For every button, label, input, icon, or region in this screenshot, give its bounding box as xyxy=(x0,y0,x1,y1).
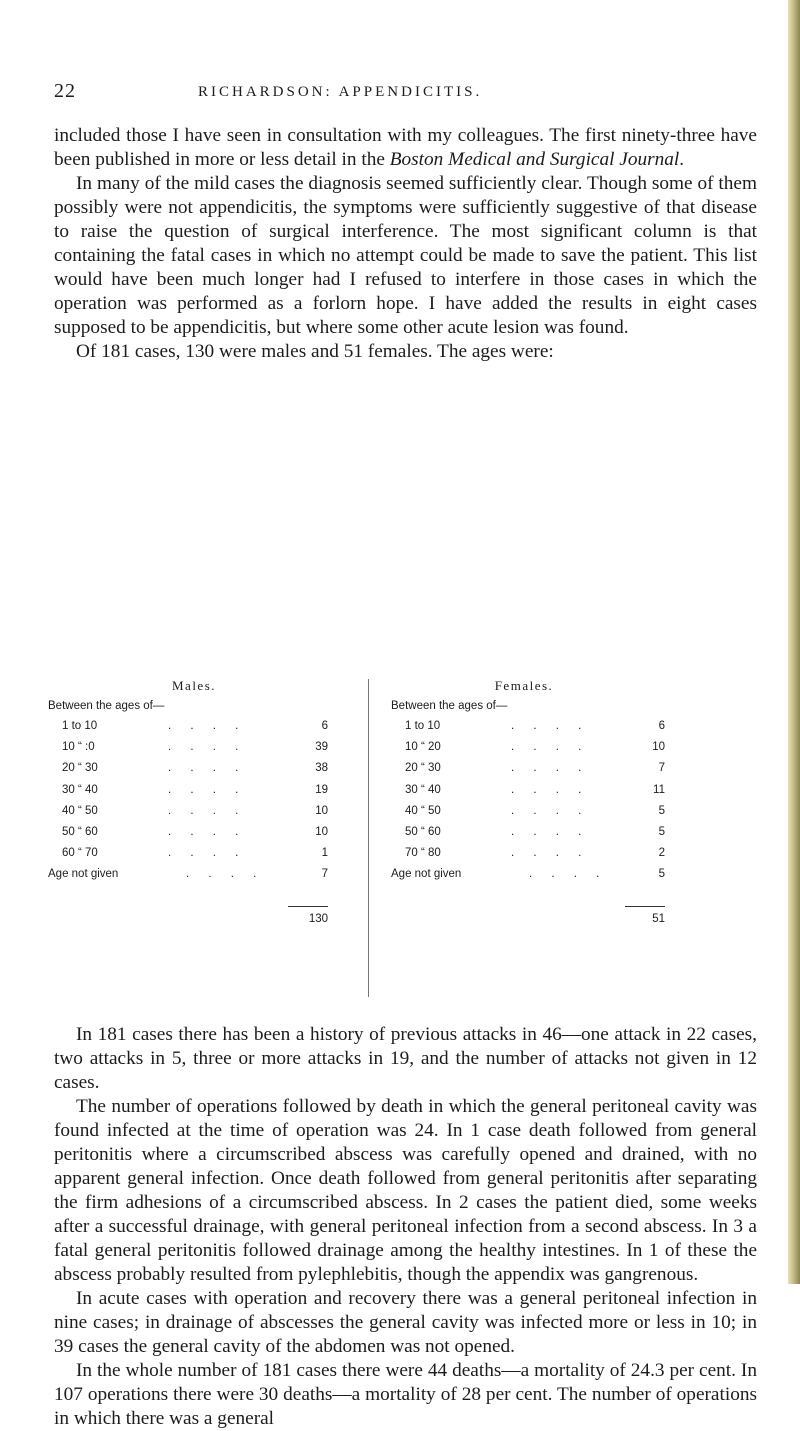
females-title: Females. xyxy=(494,678,554,693)
body-text-top xyxy=(54,124,757,364)
paragraph: In the whole number of 181 cases there were 44 deaths—a mortality of 24.3 per cent. In 107 operations there were 30 deaths—a mortality of 28 per cent. The number of operations in which there was a general xyxy=(54,1360,757,1429)
total-rule xyxy=(288,906,328,907)
age-tables xyxy=(40,675,665,1005)
page-number: 22 xyxy=(54,80,76,102)
running-head: RICHARDSON: APPENDICITIS. xyxy=(198,84,483,100)
males-total: 130 xyxy=(308,913,328,925)
total-rule xyxy=(625,906,665,907)
males-subtitle: Between the ages of— xyxy=(48,700,165,712)
paragraph: included those I have seen in consultation with my colleagues. The first ninety-three have been published in more or less detail in the Boston Medical and Surgical Journal. xyxy=(54,125,757,170)
table-row: 50 “ 60 . . . . 10 xyxy=(62,825,328,838)
table-row: Age not given . . . . 7 xyxy=(48,868,328,881)
page-header xyxy=(54,80,754,106)
table-row: 1 to 10 . . . . 6 xyxy=(62,720,328,732)
paragraph: In 181 cases there has been a history of previous attacks in 46—one attack in 22 cases, two attacks in 5, three or more attacks in 19, and the number of attacks not given in 12 cases. xyxy=(54,1024,757,1093)
males-title: Males. xyxy=(171,678,217,693)
page-edge xyxy=(788,0,800,1284)
table-row: 20 “ 30 . . . . 7 xyxy=(405,762,665,775)
males-table xyxy=(40,675,328,925)
paragraph: In many of the mild cases the diagnosis seemed sufficiently clear. Though some of them possibly were not appendicitis, the symptoms were sufficiently suggestive of that disease to raise the question of surgical interference. The most significant column is that containing the fatal cases in which no attempt could be made to save the patient. This list would have been much longer had I refused to interfere in those cases in which the operation was performed as a forlorn hope. I have added the results in eight cases supposed to be appendicitis, but where some other acute lesion was found. xyxy=(54,173,757,338)
body-text-bottom xyxy=(54,1023,757,1431)
females-table xyxy=(383,675,665,925)
table-row: 40 “ 50 . . . . 5 xyxy=(405,804,665,817)
table-row: 40 “ 50 . . . . 10 xyxy=(62,804,328,817)
females-subtitle: Between the ages of— xyxy=(391,700,508,712)
table-row: 70 “ 80 . . . . 2 xyxy=(405,847,665,860)
paragraph: The number of operations followed by death in which the general peritoneal cavity was found infected at the time of operation was 24. In 1 case death followed from general peritonitis where a circumscribed abscess was carefully opened and drained, with no apparent general infection. Once death followed from general peritonitis after separating the firm adhesions of a circumscribed abscess. In 2 cases the patient died, some weeks after a successful drainage, with general peritoneal infection from a second abscess. In 3 a fatal general peritonitis followed drainage among the healthy intestines. In 1 of these the abscess probably resulted from pylephlebitis, though the appendix was gangrenous. xyxy=(54,1096,757,1285)
table-row: 10 “ :0 . . . . 39 xyxy=(62,741,328,754)
column-divider xyxy=(368,679,369,997)
table-row: 1 to 10 . . . . 6 xyxy=(405,720,665,732)
table-row: 10 “ 20 . . . . 10 xyxy=(405,741,665,754)
table-row: Age not given . . . . 5 xyxy=(391,868,665,881)
table-row: 60 “ 70 . . . . 1 xyxy=(62,847,328,860)
table-row: 30 “ 40 . . . . 11 xyxy=(405,783,665,796)
table-row: 30 “ 40 . . . . 19 xyxy=(62,783,328,796)
paragraph: In acute cases with operation and recovery there was a general peritoneal infection in nine cases; in drainage of abscesses the general cavity was infected more or less in 10; in 39 cases the general cavity of the abdomen was not opened. xyxy=(54,1288,757,1357)
table-row: 20 “ 30 . . . . 38 xyxy=(62,762,328,775)
journal-title: Boston Medical and Surgical Journal xyxy=(389,149,680,170)
females-total: 51 xyxy=(652,913,665,925)
paragraph: Of 181 cases, 130 were males and 51 females. The ages were: xyxy=(76,341,554,362)
table-row: 50 “ 60 . . . . 5 xyxy=(405,825,665,838)
